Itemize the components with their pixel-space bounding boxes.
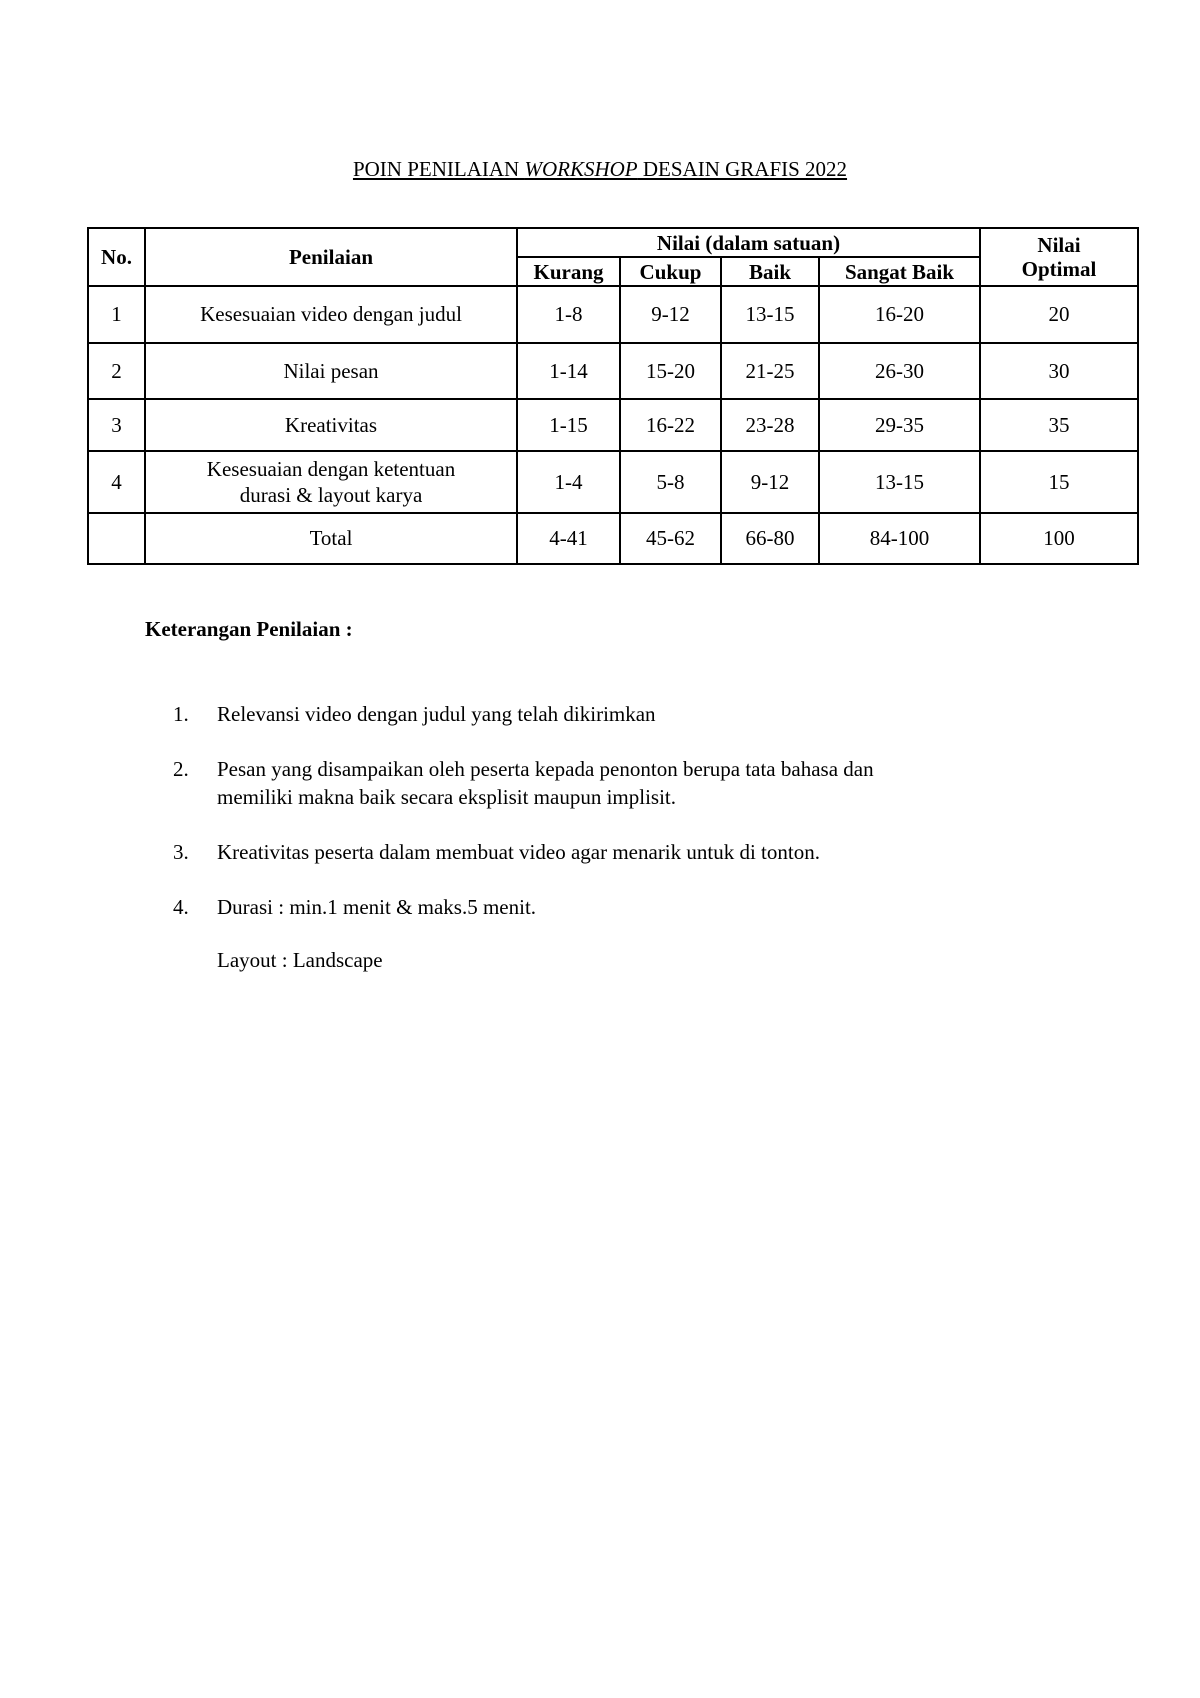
header-nilai-optimal-line1: Nilai	[1037, 233, 1081, 257]
cell-no: 4	[88, 451, 145, 513]
cell-optimal: 35	[980, 399, 1138, 451]
cell-penilaian: Nilai pesan	[145, 343, 517, 399]
list-item-text: Pesan yang disampaikan oleh peserta kepada penonton berupa tata bahasa dan	[217, 757, 874, 781]
header-nilai-optimal	[980, 228, 1138, 286]
cell-cukup: 15-20	[620, 343, 721, 399]
header-nilai-group: Nilai (dalam satuan)	[517, 228, 980, 257]
header-cukup: Cukup	[620, 257, 721, 286]
table-total-row	[88, 513, 1138, 564]
cell-no: 2	[88, 343, 145, 399]
list-item	[145, 700, 1045, 728]
cell-baik: 23-28	[721, 399, 819, 451]
cell-total-kurang: 4-41	[517, 513, 620, 564]
header-penilaian: Penilaian	[145, 228, 517, 286]
header-nilai-optimal-line2: Optimal	[1021, 257, 1097, 281]
list-item-number: 1.	[173, 702, 189, 726]
header-sangat-baik: Sangat Baik	[819, 257, 980, 286]
cell-sangat-baik: 16-20	[819, 286, 980, 343]
cell-baik: 9-12	[721, 451, 819, 513]
cell-baik: 21-25	[721, 343, 819, 399]
list-item-text: Relevansi video dengan judul yang telah dikirimkan	[217, 702, 656, 726]
cell-cukup: 9-12	[620, 286, 721, 343]
cell-optimal: 15	[980, 451, 1138, 513]
title-part-2: WORKSHOP	[524, 157, 638, 181]
score-table	[87, 227, 1139, 565]
list-item	[145, 755, 1045, 811]
table-row	[88, 343, 1138, 399]
title-part-3: DESAIN GRAFIS 2022	[637, 157, 848, 181]
cell-kurang: 1-14	[517, 343, 620, 399]
notes-heading: Keterangan Penilaian :	[145, 617, 353, 641]
cell-total-optimal: 100	[980, 513, 1138, 564]
header-baik: Baik	[721, 257, 819, 286]
cell-penilaian: Kreativitas	[145, 399, 517, 451]
page-title	[0, 157, 1200, 181]
table-row	[88, 451, 1138, 513]
cell-total-baik: 66-80	[721, 513, 819, 564]
cell-penilaian-line2: durasi & layout karya	[239, 483, 423, 507]
list-item-text: memiliki makna baik secara eksplisit maupun implisit.	[217, 785, 676, 809]
cell-no: 3	[88, 399, 145, 451]
cell-total-sangat-baik: 84-100	[819, 513, 980, 564]
layout-note: Layout : Landscape	[217, 948, 383, 972]
header-kurang: Kurang	[517, 257, 620, 286]
cell-kurang: 1-4	[517, 451, 620, 513]
cell-baik: 13-15	[721, 286, 819, 343]
header-no: No.	[88, 228, 145, 286]
cell-total-cukup: 45-62	[620, 513, 721, 564]
cell-total-label: Total	[145, 513, 517, 564]
list-item	[145, 838, 1045, 866]
cell-cukup: 5-8	[620, 451, 721, 513]
cell-no: 1	[88, 286, 145, 343]
cell-penilaian-line1: Kesesuaian dengan ketentuan	[206, 457, 456, 481]
title-part-1: POIN PENILAIAN	[352, 157, 525, 181]
table-row	[88, 286, 1138, 343]
notes-list	[145, 700, 1045, 974]
cell-kurang: 1-8	[517, 286, 620, 343]
list-item-number: 4.	[173, 895, 189, 919]
cell-optimal: 20	[980, 286, 1138, 343]
cell-kurang: 1-15	[517, 399, 620, 451]
list-item-number: 3.	[173, 840, 189, 864]
cell-cukup: 16-22	[620, 399, 721, 451]
list-item-text: Kreativitas peserta dalam membuat video agar menarik untuk di tonton.	[217, 840, 820, 864]
list-item-number: 2.	[173, 757, 189, 781]
table-row	[88, 399, 1138, 451]
table-header-row	[88, 228, 1138, 257]
cell-sangat-baik: 26-30	[819, 343, 980, 399]
cell-sangat-baik: 29-35	[819, 399, 980, 451]
cell-no-empty	[88, 513, 145, 564]
list-item	[145, 893, 1045, 921]
list-item-text: Durasi : min.1 menit & maks.5 menit.	[217, 895, 537, 919]
cell-optimal: 30	[980, 343, 1138, 399]
cell-penilaian	[145, 451, 517, 513]
cell-sangat-baik: 13-15	[819, 451, 980, 513]
cell-penilaian: Kesesuaian video dengan judul	[145, 286, 517, 343]
